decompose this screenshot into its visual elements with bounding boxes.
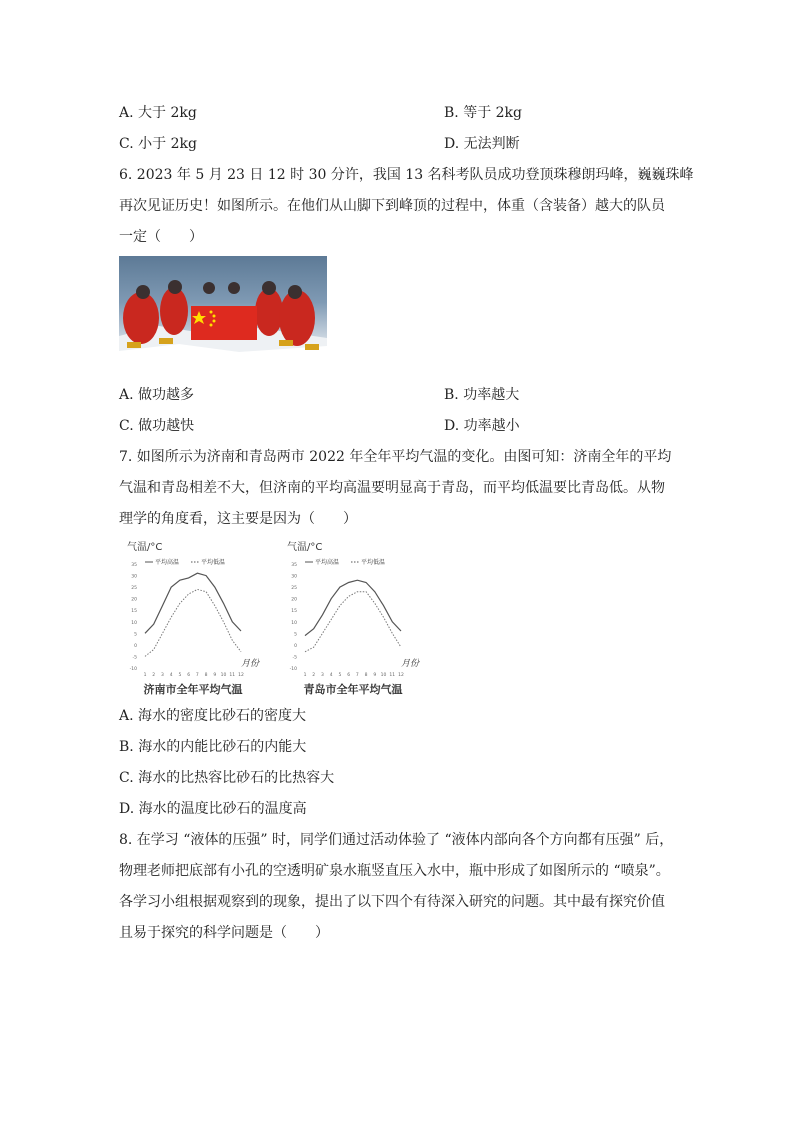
q7-stem-line-2: 气温和青岛相差不大，但济南的平均高温要明显高于青岛，而平均低温要比青岛低。从物 (119, 480, 665, 496)
q6-option-b: B. 功率越大 (444, 387, 520, 403)
q6-stem-line-3: 一定（ ） (119, 229, 203, 245)
q8-stem-line-1: 8. 在学习 “液体的压强” 时，同学们通过活动体验了 “液体内部向各个方向都有压强” 后， (119, 832, 674, 848)
x-tick-label: 7 (195, 673, 199, 678)
q7-stem-line-1: 7. 如图所示为济南和青岛两市 2022 年全年平均气温的变化。由图可知：济南全年的平均 (119, 449, 672, 465)
x-tick-label: 7 (355, 673, 359, 678)
x-tick-label: 5 (178, 673, 182, 678)
y-tick-label: 35 (291, 563, 297, 568)
x-tick-label: 3 (161, 673, 164, 678)
q6-stem-line-2: 再次见证历史！如图所示。在他们从山脚下到峰顶的过程中，体重（含装备）越大的队员 (119, 198, 665, 214)
y-tick-label: 15 (131, 609, 137, 615)
series-low-line (145, 589, 241, 656)
chart-title: 济南市全年平均气温 (143, 683, 243, 696)
q5-option-c: C. 小于 2kg (119, 136, 197, 152)
legend-low-label: 平均低温 (361, 559, 386, 566)
q8-stem-line-2: 物理老师把底部有小孔的空透明矿泉水瓶竖直压入水中，瓶中形成了如图所示的 “喷泉”。 (119, 863, 670, 879)
y-tick-label: 0 (294, 643, 297, 649)
y-tick-label: 5 (134, 632, 137, 638)
y-tick-label: 0 (134, 643, 137, 649)
q7-stem-line-3: 理学的角度看，这主要是因为（ ） (119, 511, 357, 527)
summit-team-photo (119, 256, 327, 372)
x-tick-label: 2 (312, 673, 316, 678)
y-tick-label: 25 (131, 586, 137, 592)
series-high-line (305, 580, 401, 635)
series-low-line (305, 592, 401, 652)
x-tick-label: 10 (220, 673, 227, 678)
x-tick-label: 12 (398, 673, 404, 678)
y-tick-label: -5 (132, 655, 137, 661)
x-tick-label: 11 (229, 673, 236, 678)
x-tick-label: 5 (338, 673, 342, 678)
y-tick-label: 30 (291, 574, 297, 580)
series-high-line (145, 573, 241, 633)
q5-option-b: B. 等于 2kg (444, 105, 522, 121)
x-tick-label: 4 (329, 673, 333, 678)
qingdao-temperature-chart (283, 538, 423, 698)
legend-high-label: 平均高温 (315, 559, 340, 566)
x-tick-label: 6 (187, 673, 191, 678)
y-tick-label: 10 (291, 620, 297, 626)
x-tick-label: 1 (143, 673, 147, 678)
chart-ylabel: 气温/°C (127, 542, 163, 553)
legend-low-label: 平均低温 (201, 559, 226, 566)
q7-option-b: B. 海水的内能比砂石的内能大 (119, 739, 307, 755)
x-tick-label: 11 (389, 673, 396, 678)
q8-stem-line-3: 各学习小组根据观察到的现象，提出了以下四个有待深入研究的问题。其中最有探究价值 (119, 894, 665, 910)
q6-option-d: D. 功率越小 (444, 418, 520, 434)
chart-ylabel: 气温/°C (287, 542, 323, 553)
q6-option-c: C. 做功越快 (119, 418, 195, 434)
x-tick-label: 6 (347, 673, 351, 678)
x-tick-label: 10 (380, 673, 387, 678)
y-tick-label: 25 (291, 586, 297, 592)
q7-option-c: C. 海水的比热容比砂石的比热容大 (119, 770, 335, 786)
x-tick-label: 4 (169, 673, 173, 678)
x-tick-label: 8 (364, 673, 368, 678)
y-tick-label: 20 (291, 597, 297, 603)
q6-stem-line-1: 6. 2023 年 5 月 23 日 12 时 30 分许，我国 13 名科考队员成功登顶珠穆朗玛峰，巍巍珠峰 (119, 167, 694, 183)
y-tick-label: 10 (131, 620, 137, 626)
chart-xlabel: 月份 (241, 659, 260, 669)
q7-option-d: D. 海水的温度比砂石的温度高 (119, 801, 307, 817)
x-tick-label: 1 (303, 673, 307, 678)
q6-option-a: A. 做功越多 (119, 387, 195, 403)
q7-option-a: A. 海水的密度比砂石的密度大 (119, 708, 307, 724)
x-tick-label: 3 (321, 673, 324, 678)
y-tick-label: 35 (131, 563, 137, 568)
y-tick-label: 30 (131, 574, 137, 580)
x-tick-label: 9 (373, 673, 377, 678)
y-tick-label: -10 (289, 667, 297, 672)
q5-option-a: A. 大于 2kg (119, 105, 197, 121)
legend-high-label: 平均高温 (155, 559, 180, 566)
x-tick-label: 2 (152, 673, 156, 678)
x-tick-label: 12 (238, 673, 244, 678)
q5-option-d: D. 无法判断 (444, 136, 520, 152)
chart-title: 青岛市全年平均气温 (303, 683, 403, 696)
q8-stem-line-4: 且易于探究的科学问题是（ ） (119, 925, 329, 941)
y-tick-label: -10 (129, 667, 137, 672)
jinan-temperature-chart (123, 538, 263, 698)
x-tick-label: 8 (204, 673, 208, 678)
y-tick-label: 5 (294, 632, 297, 638)
y-tick-label: 20 (131, 597, 137, 603)
y-tick-label: 15 (291, 609, 297, 615)
y-tick-label: -5 (292, 655, 297, 661)
chart-xlabel: 月份 (401, 659, 420, 669)
x-tick-label: 9 (213, 673, 217, 678)
